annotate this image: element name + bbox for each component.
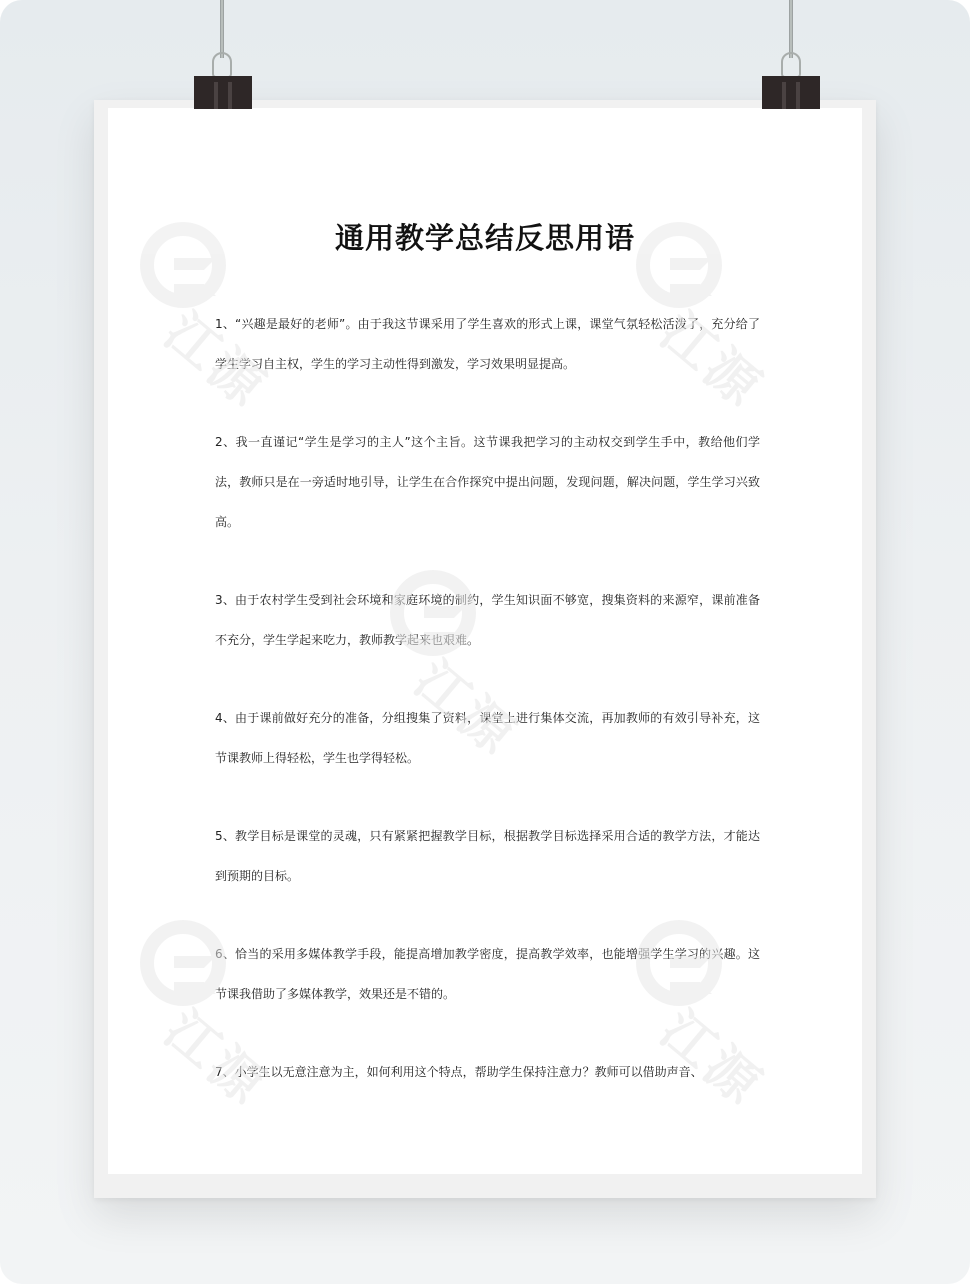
document-body bbox=[215, 304, 760, 1130]
clip-ring-right bbox=[781, 52, 801, 78]
clip-ring-left bbox=[212, 52, 232, 78]
watermark-text: 江源 bbox=[153, 301, 278, 420]
paragraph-6: 6、恰当的采用多媒体教学手段，能提高增加教学密度，提高教学效率，也能增强学生学习的兴趣。这节课我借助了多媒体教学，效果还是不错的。 bbox=[215, 947, 760, 1001]
binder-clip-left bbox=[194, 76, 252, 109]
hanging-wire-left bbox=[220, 0, 224, 58]
paragraph-5: 5、教学目标是课堂的灵魂，只有紧紧把握教学目标，根据教学目标选择采用合适的教学方法，才能达到预期的目标。 bbox=[215, 829, 760, 883]
paragraph-7: 7、小学生以无意注意为主，如何利用这个特点，帮助学生保持注意力？教师可以借助声音、 bbox=[215, 1065, 703, 1079]
paragraph-4: 4、由于课前做好充分的准备，分组搜集了资料，课堂上进行集体交流，再加教师的有效引导补充，这节课教师上得轻松，学生也学得轻松。 bbox=[215, 711, 760, 765]
watermark-text: 江源 bbox=[649, 999, 774, 1118]
paragraph-2: 2、我一直谨记“学生是学习的主人”这个主旨。这节课我把学习的主动权交到学生手中，教给他们学法，教师只是在一旁适时地引导，让学生在合作探究中提出问题，发现问题，解决问题，学生学习兴致高。 bbox=[215, 435, 760, 529]
watermark-text: 江源 bbox=[403, 649, 528, 768]
poster-page bbox=[108, 108, 862, 1174]
paragraph-1: 1、“兴趣是最好的老师”。由于我这节课采用了学生喜欢的形式上课，课堂气氛轻松活泼了，充分给了学生学习自主权，学生的学习主动性得到激发，学习效果明显提高。 bbox=[215, 317, 760, 371]
watermark-text: 江源 bbox=[649, 301, 774, 420]
hanging-wire-right bbox=[789, 0, 793, 58]
document-title: 通用教学总结反思用语 bbox=[334, 221, 635, 255]
paragraph-3: 3、由于农村学生受到社会环境和家庭环境的制约，学生知识面不够宽，搜集资料的来源窄，课前准备不充分，学生学起来吃力，教师教学起来也艰难。 bbox=[215, 593, 760, 647]
watermark-text: 江源 bbox=[153, 999, 278, 1118]
binder-clip-right bbox=[762, 76, 820, 109]
